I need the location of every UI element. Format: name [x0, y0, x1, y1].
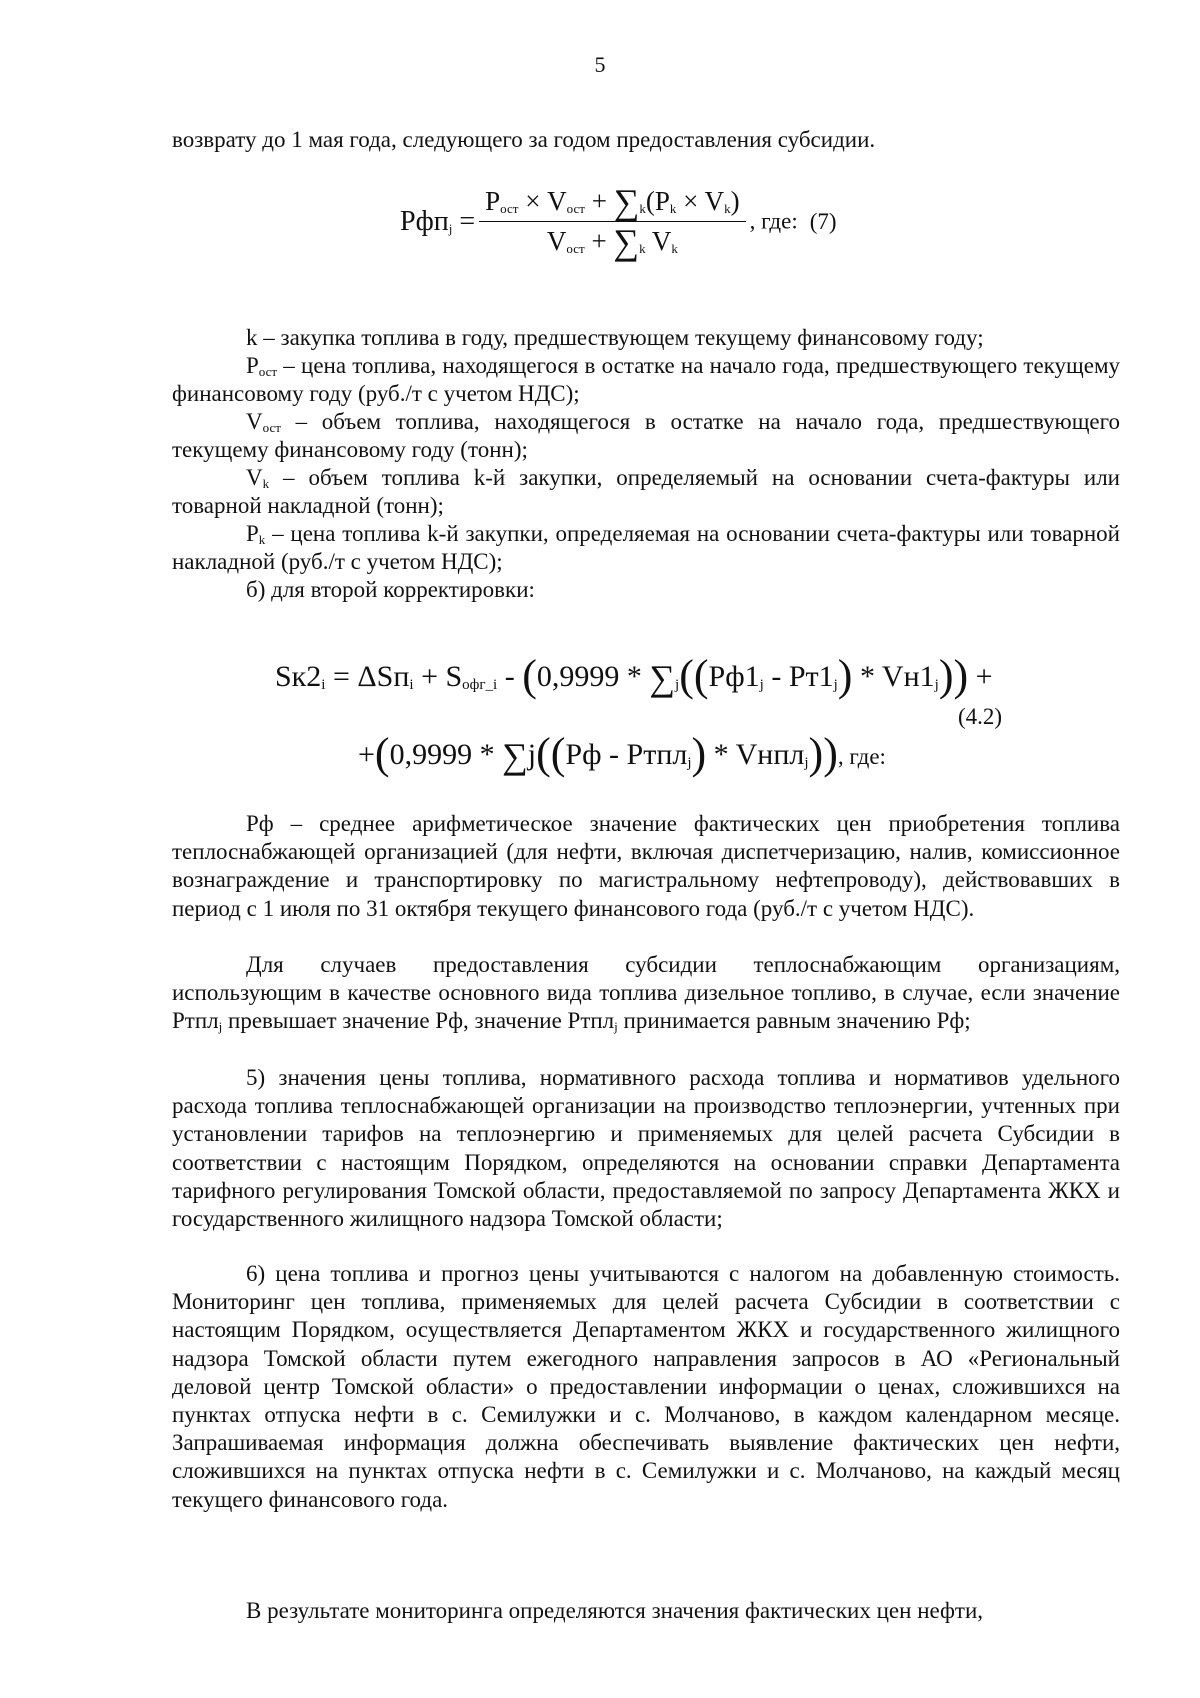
def-p-k: $P_k$ – цена топлива k-й закупки, определяемая на основании счета-фактуры или товарной накладной (руб./т с учетом НДС); — [172, 521, 1120, 575]
formula-4-2-line-2: +(0,9999 * ∑j((Рф - Ртпл$_j$) * Vнпл$_j$)), где: — [358, 729, 886, 778]
def-v-ost: $V_{ост}$ – объем топлива, находящегося в остатке на начало года, предшествующего текущему финансовому году (тонн); — [172, 409, 1120, 463]
formula-7-suffix: , где: — [749, 208, 798, 234]
formula-7-numerator: $P_{ост} \times V_{ост} + \sum_k(P_k \times V_k)$ — [479, 186, 746, 222]
second-adjustment-heading: б) для второй корректировки: — [246, 577, 535, 602]
formula-7 — [400, 182, 837, 262]
page-number: 5 — [594, 52, 606, 77]
intro-line: возврату до 1 мая года, следующего за годом предоставления субсидии. — [172, 127, 876, 152]
paragraph-item-6: 6) цена топлива и прогноз цены учитываются с налогом на добавленную стоимость. Мониторинг цен топлива, применяемых для целей расчета Субсидии в соответствии с настоящим Порядком, осуществляется Департаментом ЖКХ и государственного жилищного надзора Томской области путем ежегодного направления запросов в АО «Региональный деловой центр Томской области» о предоставлении информации о ценах, сложившихся на пунктах отпуска нефти в с. Семилужки и с. Молчаново, в каждом календарном месяце. Запрашиваемая информация должна обеспечивать выявление фактических цен нефти, сложившихся на пунктах отпуска нефти в с. Семилужки и с. Молчаново, на каждый месяц текущего финансового года. — [172, 1261, 1120, 1512]
def-p-ost: $P_{ост}$ – цена топлива, находящегося в остатке на начало года, предшествующего текущему финансовому году (руб./т с учетом НДС); — [172, 353, 1120, 407]
paragraph-monitoring-result: В результате мониторинга определяются значения фактических цен нефти, — [246, 1598, 983, 1623]
formula-7-lhs: Рфп$_j$ = — [400, 205, 476, 237]
def-v-k: $V_k$ – объем топлива k-й закупки, определяемый на основании счета-фактуры или товарной накладной (тонн); — [172, 465, 1120, 519]
formula-4-2-number: (4.2) — [958, 704, 1003, 729]
paragraph-diesel-fuel: Для случаев предоставления субсидии теплоснабжающим организациям, использующим в качестве основного вида топлива дизельное топливо, в случае, если значение Ртпл$_j$ превышает значение Рф, значение Ртпл$_j$ принимается равным значению Рф; — [172, 952, 1120, 1035]
formula-7-fraction — [479, 182, 746, 262]
def-k: k – закупка топлива в году, предшествующем текущему финансовому году; — [246, 325, 984, 350]
formula-7-denominator: $V_{ост} + \sum_k$ $V_k$ — [546, 222, 678, 262]
formula-7-number: (7) — [809, 208, 837, 234]
formula-4-2-line-1: $Sк2_i = \Delta Sп_i + S_{офг\_i} - (0,9999 * \sum_j((Рф1_j - Рт1_j) * Vн1_j))$ + — [275, 651, 993, 700]
paragraph-item-5: 5) значения цены топлива, нормативного расхода топлива и нормативов удельного расхода топлива теплоснабжающей организации на производство теплоэнергии, учтенных при установлении тарифов на теплоэнергию и применяемых для целей расчета Субсидии в соответствии с настоящим Порядком, определяются на основании справки Департамента тарифного регулирования Томской области, предоставляемой по запросу Департамента ЖКХ и государственного жилищного надзора Томской области; — [172, 1065, 1120, 1232]
paragraph-rf-definition: Рф – среднее арифметическое значение фактических цен приобретения топлива теплоснабжающей организацией (для нефти, включая диспетчеризацию, налив, комиссионное вознаграждение и транспортировку по магистральному нефтепроводу), действовавших в период с 1 июля по 31 октября текущего финансового года (руб./т с учетом НДС). — [172, 811, 1120, 921]
